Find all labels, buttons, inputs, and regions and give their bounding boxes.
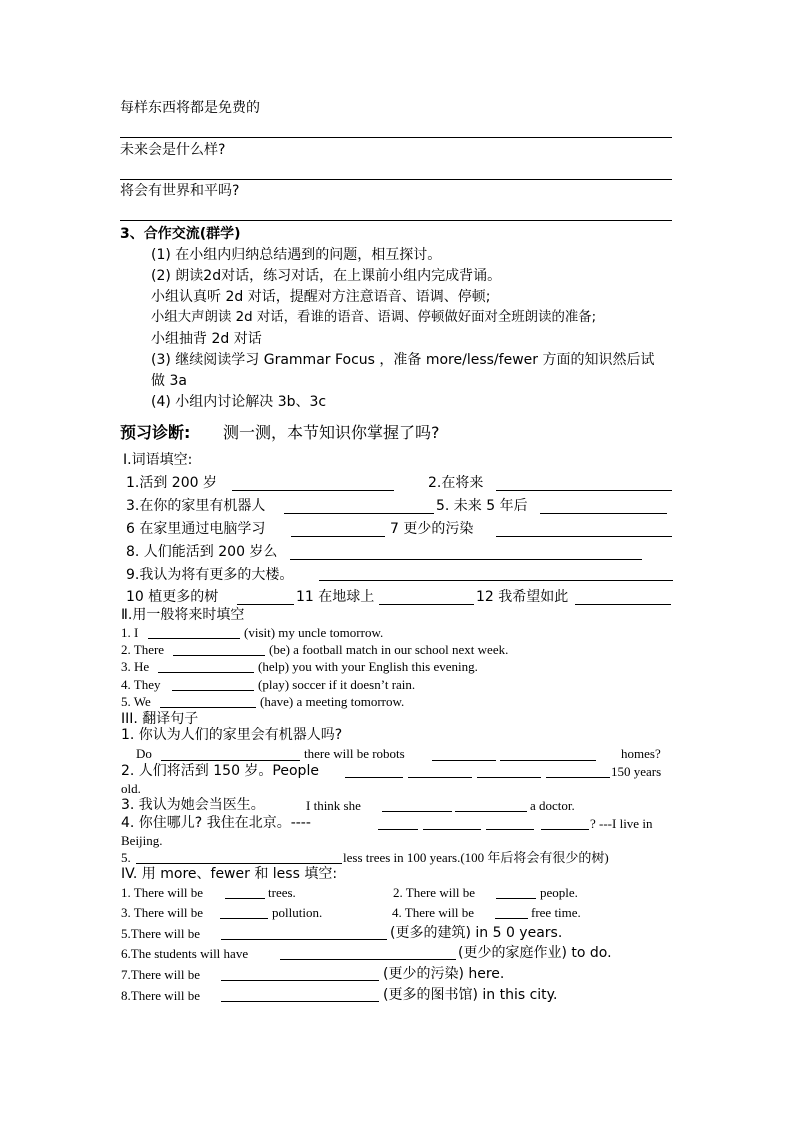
blank[interactable] <box>541 829 589 830</box>
part4-item-post: pollution. <box>272 905 323 920</box>
part4-item-post: free time. <box>531 905 581 920</box>
blank[interactable] <box>546 777 610 778</box>
part3-q4c: Beijing. <box>121 833 163 848</box>
part4-item-post: people. <box>540 885 578 900</box>
part1-item: 3.在你的家里有机器人 <box>126 498 266 514</box>
part4-title: IV. 用 more、fewer 和 less 填空: <box>121 866 338 882</box>
part3-q3a: I think she <box>306 798 361 813</box>
intro-line-1: 每样东西将都是免费的 <box>120 100 260 116</box>
part1-item: 7 更少的污染 <box>390 521 474 537</box>
blank[interactable] <box>280 959 456 960</box>
blank[interactable] <box>291 536 385 537</box>
blank[interactable] <box>232 490 394 491</box>
part2-item-post: (help) you with your English this evening. <box>258 659 478 674</box>
part3-q5b: less trees in 100 years.(100 年后将会有很少的树) <box>343 850 609 865</box>
part1-item: 10 植更多的树 <box>126 589 219 605</box>
part2-item-pre: 2. There <box>121 642 165 657</box>
part2-item-post: (visit) my uncle tomorrow. <box>244 625 384 640</box>
part2-item-post: (have) a meeting tomorrow. <box>260 694 405 709</box>
part2-item-pre: 4. They <box>121 677 161 692</box>
blank[interactable] <box>455 811 527 812</box>
part3-q5a: 5. <box>121 850 131 865</box>
section3-item: 小组认真听 2d 对话，提醒对方注意语音、语调、停顿; <box>151 289 491 305</box>
part3-q1a: Do <box>136 746 152 761</box>
part3-title: III. 翻译句子 <box>121 711 199 727</box>
part2-item-pre: 1. I <box>121 625 139 640</box>
part4-item-post: trees. <box>268 885 296 900</box>
part3-q2c: old. <box>121 781 141 796</box>
part3-q3: 3. 我认为她会当医生。 <box>121 797 265 813</box>
section3-item: 小组大声朗读 2d 对话，看谁的语音、语调、停顿做好面对全班朗读的准备; <box>151 310 597 325</box>
part1-item: 8. 人们能活到 200 岁么 <box>126 544 278 560</box>
part1-item: 6 在家里通过电脑学习 <box>126 521 266 537</box>
answer-line <box>120 220 672 221</box>
part1-item: 12 我希望如此 <box>476 589 569 605</box>
blank[interactable] <box>221 1001 379 1002</box>
section3-item: 小组抽背 2d 对话 <box>151 331 262 347</box>
part2-item-pre: 3. He <box>121 659 150 674</box>
answer-line <box>120 137 672 138</box>
intro-line-2: 未来会是什么样? <box>120 142 226 158</box>
blank[interactable] <box>148 638 240 639</box>
blank[interactable] <box>575 604 671 605</box>
part1-title: Ⅰ.词语填空: <box>123 452 193 468</box>
blank[interactable] <box>500 760 596 761</box>
part3-q1c: homes? <box>621 746 661 761</box>
part4-item-post: (更少的家庭作业) to do. <box>458 945 612 961</box>
part4-item-post: (更多的图书馆) in this city. <box>383 987 558 1003</box>
part4-item-pre: 8.There will be <box>121 988 201 1003</box>
section3-title: 3、合作交流(群学) <box>120 226 241 242</box>
part2-item-post: (be) a football match in our school next week. <box>269 642 509 657</box>
blank[interactable] <box>378 829 418 830</box>
answer-line <box>120 179 672 180</box>
part4-item-pre: 7.There will be <box>121 967 201 982</box>
part3-q2b: 150 years <box>611 764 662 779</box>
blank[interactable] <box>220 918 268 919</box>
blank[interactable] <box>136 863 342 864</box>
diagnosis-title: 预习诊断: <box>120 423 191 442</box>
part3-q1: 1. 你认为人们的家里会有机器人吗? <box>121 727 343 743</box>
blank[interactable] <box>486 829 534 830</box>
blank[interactable] <box>284 513 434 514</box>
part1-item: 9.我认为将有更多的大楼。 <box>126 567 294 583</box>
part4-item-post: (更多的建筑) in 5 0 years. <box>390 925 563 941</box>
part4-item-post: (更少的污染) here. <box>383 966 505 982</box>
part4-item-pre: 5.There will be <box>121 926 201 941</box>
part4-item-pre: 3. There will be <box>121 905 204 920</box>
blank[interactable] <box>161 760 300 761</box>
blank[interactable] <box>173 655 265 656</box>
blank[interactable] <box>160 707 256 708</box>
blank[interactable] <box>382 811 452 812</box>
blank[interactable] <box>379 604 474 605</box>
part4-item-pre: 2. There will be <box>393 885 476 900</box>
part3-q4: 4. 你住哪儿? 我住在北京。---- <box>121 815 311 831</box>
part1-item: 11 在地球上 <box>296 589 375 605</box>
section3-item: 做 3a <box>151 373 187 389</box>
blank[interactable] <box>540 513 667 514</box>
part1-item: 2.在将来 <box>428 475 484 491</box>
part3-q2: 2. 人们将活到 150 岁。People <box>121 763 319 779</box>
blank[interactable] <box>221 939 387 940</box>
section3-item: (4) 小组内讨论解决 3b、3c <box>151 394 327 410</box>
blank[interactable] <box>496 490 672 491</box>
blank[interactable] <box>158 672 254 673</box>
blank[interactable] <box>345 777 403 778</box>
part3-q3b: a doctor. <box>530 798 575 813</box>
section3-item: (2) 朗读2d对话，练习对话，在上课前小组内完成背诵。 <box>151 268 502 284</box>
part4-item-pre: 1. There will be <box>121 885 204 900</box>
diagnosis-subtitle: 测一测，本节知识你掌握了吗? <box>223 423 440 442</box>
blank[interactable] <box>423 829 481 830</box>
intro-line-3: 将会有世界和平吗? <box>120 183 240 199</box>
blank[interactable] <box>408 777 472 778</box>
blank[interactable] <box>225 898 265 899</box>
part2-item-pre: 5. We <box>121 694 151 709</box>
section3-item: (3) 继续阅读学习 Grammar Focus ，准备 more/less/fewer 方面的知识然后试 <box>151 352 655 368</box>
blank[interactable] <box>495 918 528 919</box>
blank[interactable] <box>290 559 642 560</box>
blank[interactable] <box>477 777 541 778</box>
part2-title: Ⅱ.用一般将来时填空 <box>121 607 245 623</box>
part3-q1b: there will be robots <box>304 746 405 761</box>
part1-item: 5. 未来 5 年后 <box>436 498 528 514</box>
blank[interactable] <box>237 604 294 605</box>
part1-item: 1.活到 200 岁 <box>126 475 217 491</box>
blank[interactable] <box>432 760 496 761</box>
part3-q4b: ? ---I live in <box>590 816 653 831</box>
blank[interactable] <box>496 898 536 899</box>
blank[interactable] <box>172 690 254 691</box>
blank[interactable] <box>496 536 672 537</box>
part4-item-pre: 4. There will be <box>392 905 475 920</box>
part2-item-post: (play) soccer if it doesn’t rain. <box>258 677 416 692</box>
part4-item-pre: 6.The students will have <box>121 946 249 961</box>
blank[interactable] <box>221 980 379 981</box>
section3-item: (1) 在小组内归纳总结遇到的问题，相互探讨。 <box>151 247 442 263</box>
blank[interactable] <box>319 580 673 581</box>
